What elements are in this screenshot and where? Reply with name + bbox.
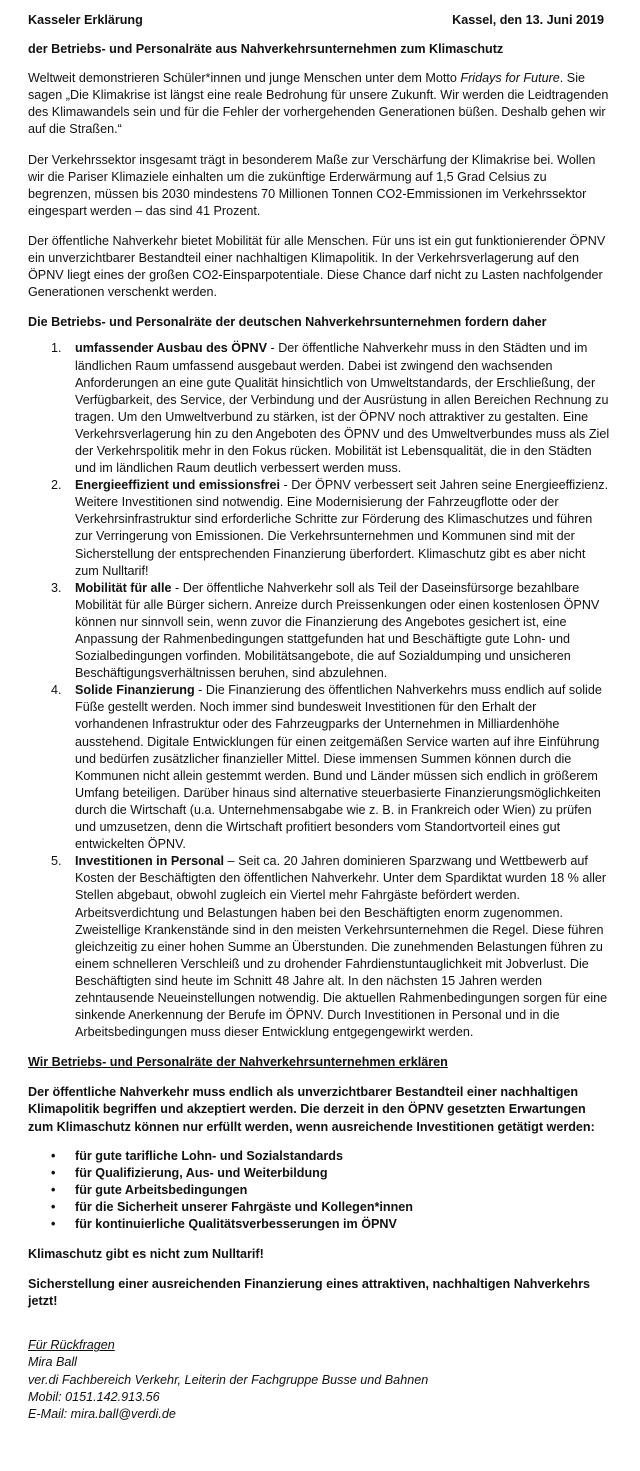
demand-title: Solide Finanzierung bbox=[75, 683, 195, 698]
bullet-item bbox=[28, 1216, 612, 1233]
intro-p1-after: . Sie sagen „Die Klimakrise ist längst eine reale Bedrohung für unsere Zukunft. Wir werden die Leidtragenden des Klimawandels sein und für die Fehler der vorhergehenden Generationen büßen. Deshalb gehen wir auf die Straßen.“ bbox=[28, 71, 609, 137]
document-subtitle: der Betriebs- und Personalräte aus Nahverkehrsunternehmen zum Klimaschutz bbox=[28, 42, 504, 57]
demand-text: – Seit ca. 20 Jahren dominieren Sparzwang und Wettbewerb auf Kosten der Beschäftigten den öffentlichen Nahverkehr. Unter dem Spardiktat wurden 18 % aller Stellen abgebaut, obwohl zugleich ein Viertel mehr Fahrgäste befördert werden. Arbeitsverdichtung und Belastungen haben bei den Beschäftigten enorm zugenommen. Zweistellige Krankenstände sind in den meisten Verkehrsunternehmen die Regel. Diese führen gleichzeitig zu einer hohen Summe an Überstunden. Die zunehmenden Belastungen führen zu einem schnelleren Verschleiß und zu drohender Fahrdienstuntauglichkeit mit Jobverlust. Die Beschäftigten sind heute im Schnitt 48 Jahre alt. In den nächsten 15 Jahren werden zehntausende Neueinstellungen notwendig. Die aktuellen Rahmenbedingungen sorgen für eine sinkende Anerkennung der Berufe im ÖPNV. Durch Investitionen in Personal und in die Arbeitsbedingungen muss dieser Entwicklung entgegengewirkt werden. bbox=[75, 854, 608, 1040]
bullet-item bbox=[28, 1182, 612, 1199]
demand-number: 3. bbox=[51, 580, 62, 595]
bullet-text: für die Sicherheit unserer Fahrgäste und Kollegen*innen bbox=[75, 1199, 413, 1214]
demand-text: - Die Finanzierung des öffentlichen Nahverkehrs muss endlich auf solide Füße gestellt werden. Noch immer sind bundesweit Investitionen für den Erhalt der vorhandenen Infrastruktur oder des Fahrzeugparks der Unternehmen in Milliardenhöhe ausstehend. Digitale Entwicklungen für einen zeitgemäßen Service warten auf ihre Einführung und bedürfen zusätzlicher finanzieller Mittel. Diese immensen Summen können durch die Kommunen nicht allein gestemmt werden. Bund und Länder müssen sich endlich in größerem Umfang beteiligen. Darüber hinaus sind alternative steuerbasierte Finanzierungsmöglichkeiten durch die Wirtschaft (u.a. Unternehmensabgabe wie z. B. in Frankreich oder Wien) zu prüfen und umzusetzen, denn die Wirtschaft profitiert besonders vom Standortvorteil eines gut entwickelten ÖPNV. bbox=[75, 683, 602, 852]
demand-text: - Der öffentliche Nahverkehr muss in den Städten und im ländlichen Raum umfassend ausgebaut werden. Dabei ist zwingend den wachsenden Anforderungen an eine gute Qualität hinsichtlich von Umweltstandards, der Erschließung, der Verfügbarkeit, des Service, der Verbindung und der Ausrüstung in allen Bereichen Rechnung zu tragen. Um den Umweltverbund zu stärken, ist der ÖPNV noch attraktiver zu gestalten. Eine Verkehrsverlagerung hin zu den Angeboten des ÖPNV und des Umweltverbundes muss als Ziel der Verkehrspolitik mehr in den Fokus rücken. Mobilität ist Lebensqualität, die in den Städten und im ländlichen Raum deutlich verbessert werden muss. bbox=[75, 341, 610, 476]
demand-title: Energieeffizient und emissionsfrei bbox=[75, 478, 281, 493]
demand-title: Investitionen in Personal bbox=[75, 854, 225, 869]
bullet-item bbox=[28, 1199, 612, 1216]
declaration-text: Der öffentliche Nahverkehr muss endlich als unverzichtbarer Bestandteil einer nachhaltigen Klimapolitik begriffen und akzeptiert werden. Die derzeit in den ÖPNV gesetzten Erwartungen zum Klimaschutz können nur erfüllt werden, wenn ausreichende Investitionen getätigt werden: bbox=[28, 1085, 595, 1134]
intro-paragraph-2: Der Verkehrssektor insgesamt trägt in besonderem Maße zur Verschärfung der Klimakrise bei. Wollen wir die Pariser Klimaziele einhalten um die zukünftige Erderwärmung auf 1,5 Grad Celsius zu begrenzen, müssen bis 2030 mindestens 70 Millionen Tonnen CO2-Emmissionen im Verkehrssektor eingespart werden – das sind 41 Prozent. bbox=[28, 152, 596, 218]
demands-list bbox=[28, 340, 612, 1041]
bullet-item bbox=[28, 1148, 612, 1165]
demand-text: - Der öffentliche Nahverkehr soll als Teil der Daseinsfürsorge bezahlbare Mobilität für alle Bürger sichern. Anreize durch Preissenkungen oder einen kostenlosen ÖPNV können nur sinnvoll sein, wenn zuvor die Finanzierung des Angebotes gesichert ist, eine Anpassung der Rahmenbedingungen stattgefunden hat und Beschäftigte gute Lohn- und Sozialbedingungen vorfinden. Mobilitätsangebote, die auf Sozialdumping und unsicheren Beschäftigungsverhältnissen beruhen, sind abzulehnen. bbox=[75, 580, 600, 681]
demand-item bbox=[28, 682, 612, 853]
demand-item bbox=[28, 580, 612, 683]
contact-mobile: Mobil: 0151.142.913.56 bbox=[28, 1389, 160, 1404]
contact-name: Mira Ball bbox=[28, 1355, 77, 1370]
bullet-text: für gute tarifliche Lohn- und Sozialstandards bbox=[75, 1148, 343, 1163]
contact-role: ver.di Fachbereich Verkehr, Leiterin der Fachgruppe Busse und Bahnen bbox=[28, 1372, 429, 1387]
bullet-item bbox=[28, 1165, 612, 1182]
demands-heading: Die Betriebs- und Personalräte der deutschen Nahverkehrsunternehmen fordern daher bbox=[28, 315, 547, 330]
bullet-icon: • bbox=[51, 1182, 56, 1197]
bullet-text: für kontinuierliche Qualitätsverbesserungen im ÖPNV bbox=[75, 1217, 397, 1231]
contact-email: E-Mail: mira.ball@verdi.de bbox=[28, 1406, 176, 1421]
bullet-icon: • bbox=[51, 1217, 56, 1231]
contact-heading: Für Rückfragen bbox=[28, 1338, 115, 1353]
bullet-icon: • bbox=[51, 1165, 56, 1180]
demand-item bbox=[28, 340, 612, 477]
demand-text: - Der ÖPNV verbessert seit Jahren seine Energieeffizienz. Weitere Investitionen sind notwendig. Eine Modernisierung der Fahrzeugflotte oder der Verkehrsinfrastruktur sind erforderliche Schritte zur Förderung des Klimaschutzes und führen zur Verringerung von Emissionen. Die Verkehrsunternehmen und Kommunen sind mit der Sicherstellung der entsprechenden Finanzierung überfordert. Klimaschutz gibt es aber nicht zum Nulltarif! bbox=[75, 478, 609, 578]
header-title: Kasseler Erklärung bbox=[28, 13, 143, 27]
intro-paragraph-1 bbox=[28, 70, 612, 138]
document-header bbox=[28, 12, 612, 29]
declaration-heading: Wir Betriebs- und Personalräte der Nahverkehrsunternehmen erklären bbox=[28, 1055, 448, 1070]
demand-item bbox=[28, 853, 612, 1041]
intro-paragraph-3: Der öffentliche Nahverkehr bietet Mobilität für alle Menschen. Für uns ist ein gut funktionierender ÖPNV ein unverzichtbarer Bestandteil einer nachhaltigen Klimapolitik. In der Verkehrsverlagerung auf den ÖPNV liegt eines der großen CO2-Einsparpotentiale. Diese Chance darf nicht zu Lasten nachfolgender Generationen verschenkt werden. bbox=[28, 233, 606, 300]
investment-bullet-list bbox=[28, 1148, 612, 1233]
header-place-date: Kassel, den 13. Juni 2019 bbox=[452, 13, 604, 27]
bullet-text: für gute Arbeitsbedingungen bbox=[75, 1182, 248, 1197]
demand-number: 4. bbox=[51, 683, 62, 698]
intro-p1-before: Weltweit demonstrieren Schüler*innen und junge Menschen unter dem Motto bbox=[28, 71, 461, 86]
contact-block bbox=[28, 1337, 612, 1422]
closing-statement-1: Klimaschutz gibt es nicht zum Nulltarif! bbox=[28, 1247, 264, 1262]
bullet-icon: • bbox=[51, 1199, 56, 1214]
closing-statement-2: Sicherstellung einer ausreichenden Finanzierung eines attraktiven, nachhaltigen Nahverkehrs jetzt! bbox=[28, 1277, 590, 1309]
demand-number: 2. bbox=[51, 478, 62, 493]
demand-item bbox=[28, 477, 612, 580]
bullet-icon: • bbox=[51, 1148, 56, 1163]
demand-number: 5. bbox=[51, 854, 62, 869]
intro-p1-motto: Fridays for Future bbox=[460, 71, 560, 86]
demand-title: umfassender Ausbau des ÖPNV bbox=[75, 341, 267, 356]
demand-number: 1. bbox=[51, 341, 62, 356]
bullet-text: für Qualifizierung, Aus- und Weiterbildung bbox=[75, 1165, 328, 1180]
demand-title: Mobilität für alle bbox=[75, 580, 172, 595]
